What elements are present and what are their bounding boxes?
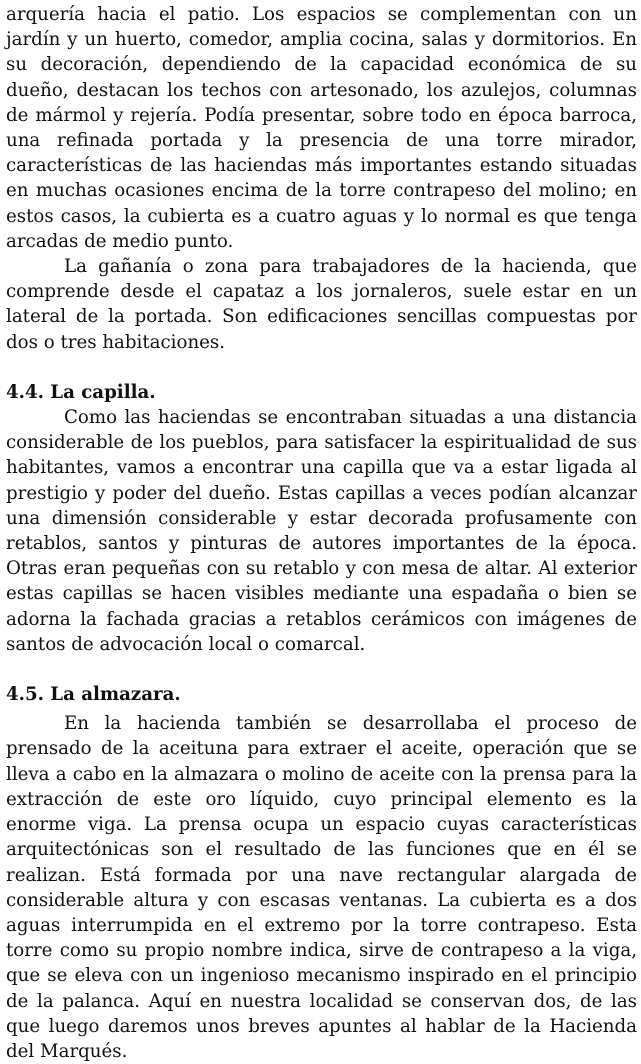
section-spacer	[6, 355, 637, 380]
section-heading-capilla: 4.4. La capilla.	[6, 381, 156, 403]
paragraph-hacienda-description: arquería hacia el patio. Los espacios se complementan con un jardín y un huerto, comedor, amplia cocina, salas y dormitorios. En su decoración, dependiendo de la capacidad económica de su dueño, destacan los techos con artesonado, los azulejos, columnas de mármol y rejería. Podía presentar, sobre todo en época barroca, una refinada portada y la presencia de una torre mirador, características de las haciendas más importantes estando situadas en muchas ocasiones encima de la torre contrapeso del molino; en estos casos, la cubierta es a cuatro aguas y lo normal es que tenga arcadas de medio punto.	[6, 4, 637, 252]
paragraph-capilla: Como las haciendas se encontraban situadas a una distancia considerable de los pueblos, para satisfacer la espiritualidad de sus habitantes, vamos a encontrar una capilla que va a estar ligada al prestigio y poder del dueño. Estas capillas a veces podían alcanzar una dimensión considerable y estar decorada profusamente con retablos, santos y pinturas de autores importantes de la época. Otras eran pequeñas con su retablo y con mesa de altar. Al exterior estas capillas se hacen visibles mediante una espadaña o bien se adorna la fachada gracias a retablos cerámicos con imágenes de santos de advocación local o comarcal.	[6, 407, 637, 655]
section-heading-almazara: 4.5. La almazara.	[6, 684, 181, 706]
section-spacer	[6, 657, 637, 682]
paragraph-ganania: La gañanía o zona para trabajadores de la hacienda, que comprende desde el capataz a los jornaleros, suele estar en un lateral de la portada. Son edificaciones sencillas compuestas por dos o tres habitaciones.	[6, 256, 637, 353]
paragraph-almazara: En la hacienda también se desarrollaba el proceso de prensado de la aceituna para extraer el aceite, operación que se lleva a cabo en la almazara o molino de aceite con la prensa para la extracción de este oro líquido, cuyo principal elemento es la enorme viga. La prensa ocupa un espacio cuyas características arquitectónicas son el resultado de las funciones que en él se realizan. Está formada por una nave rectangular alargada de considerable altura y con escasas ventanas. La cubierta es a dos aguas interrumpida en el extremo por la torre contrapeso. Esta torre como su propio nombre indica, sirve de contrapeso a la viga, que se eleva con un ingenioso mecanismo inspirado en el principio de la palanca. Aquí en nuestra localidad se conservan dos, de las que luego daremos unos breves apuntes al hablar de la Hacienda del Marqués.	[6, 713, 637, 1062]
